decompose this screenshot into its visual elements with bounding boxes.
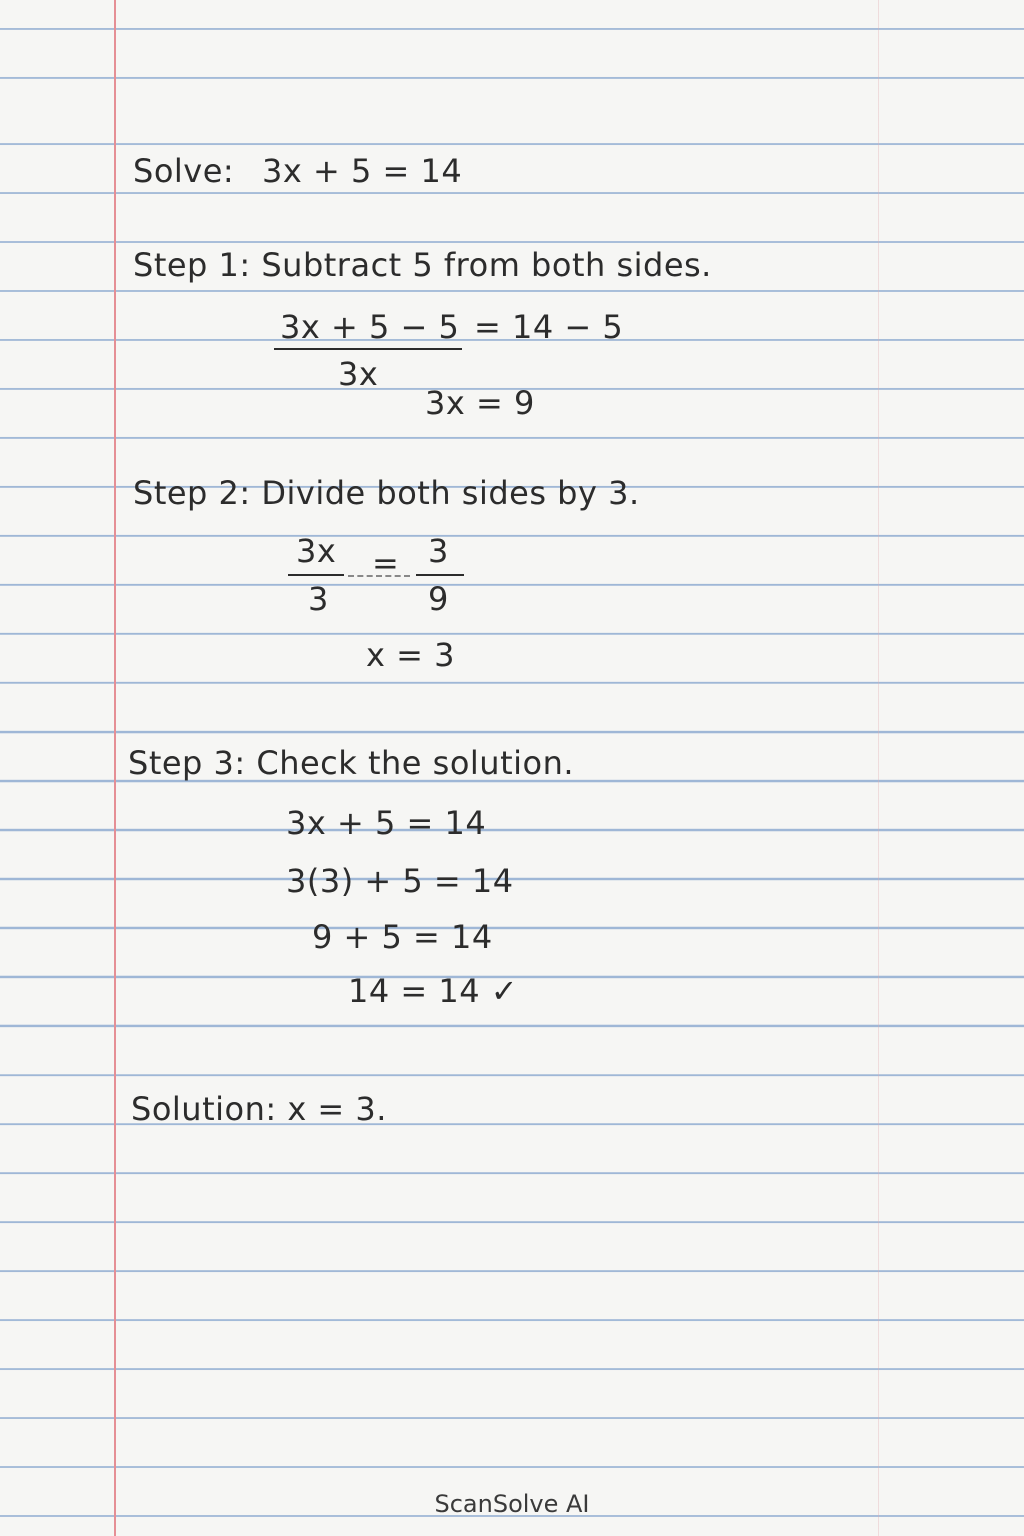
step1-fraction-numerator: 3x + 5 − 5 [280, 308, 460, 346]
step2-right-numerator: 3 [428, 532, 449, 570]
step1-heading: Step 1: Subtract 5 from both sides. [133, 246, 712, 284]
step2-right-denominator: 9 [428, 580, 449, 618]
check-line-1: 3x + 5 = 14 [286, 804, 487, 842]
solution-text: Solution: x = 3. [131, 1090, 387, 1128]
brand-footer: ScanSolve AI [434, 1490, 590, 1518]
step2-left-numerator: 3x [296, 532, 337, 570]
step2-left-fraction-bar [288, 574, 344, 576]
check-line-4: 14 = 14 ✓ [348, 972, 519, 1010]
step2-left-denominator: 3 [308, 580, 329, 618]
step1-result: 3x = 9 [425, 384, 535, 422]
step1-fraction-bar [274, 348, 462, 350]
step2-equals: = [372, 544, 400, 582]
problem-equation: 3x + 5 = 14 [262, 152, 463, 190]
check-line-2: 3(3) + 5 = 14 [286, 862, 514, 900]
step1-equals-rhs: = 14 − 5 [474, 308, 624, 346]
step1-fraction-denominator: 3x [338, 355, 379, 393]
step3-heading: Step 3: Check the solution. [128, 744, 575, 782]
problem-label: Solve: [133, 152, 235, 190]
step2-right-fraction-bar [416, 574, 464, 576]
check-line-3: 9 + 5 = 14 [312, 918, 493, 956]
step2-heading: Step 2: Divide both sides by 3. [133, 474, 640, 512]
step2-result: x = 3 [366, 636, 455, 674]
